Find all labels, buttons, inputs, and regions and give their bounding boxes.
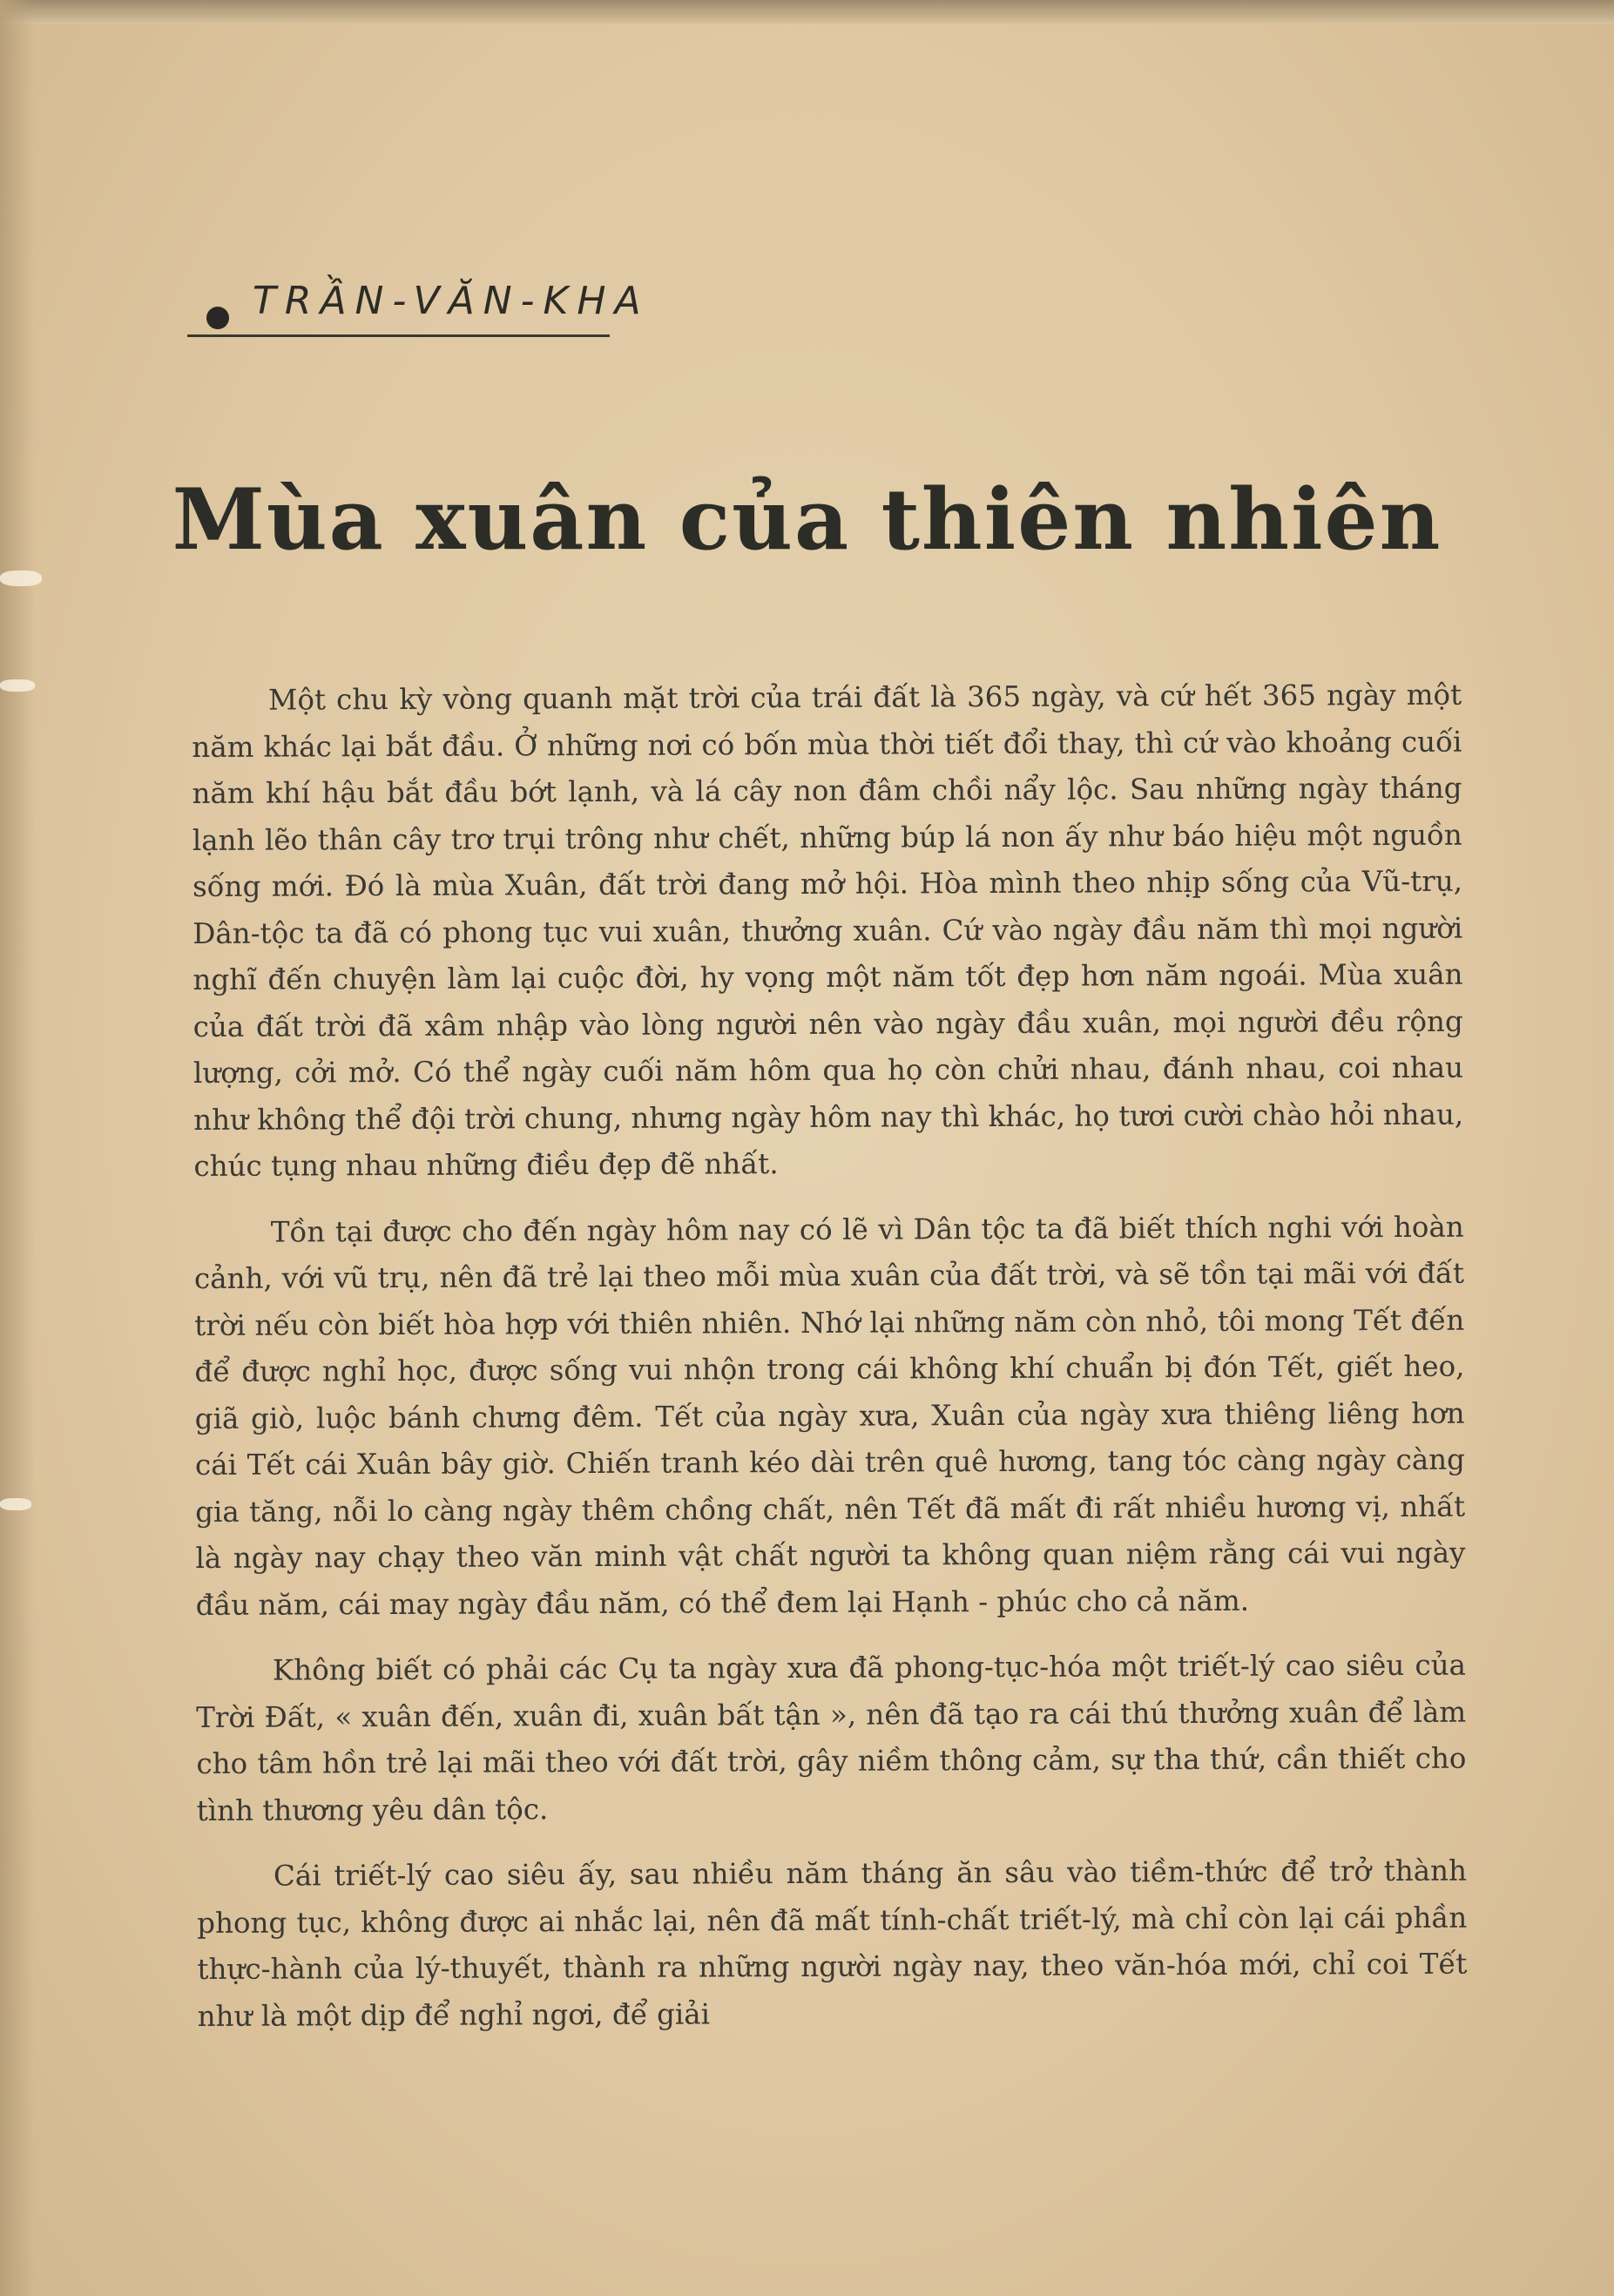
paper-tear-mark [0, 679, 35, 692]
article-title: Mùa xuân của thiên nhiên [172, 470, 1442, 569]
paper-tear-mark [0, 571, 42, 586]
paper-tear-mark [0, 1498, 31, 1510]
byline-underline [187, 334, 610, 337]
bullet-dot [206, 307, 229, 329]
body-paragraph: Tồn tại được cho đến ngày hôm nay có lẽ vì Dân tộc ta đã biết thích nghi với hoàn cảnh, với vũ trụ, nên đã trẻ lại theo mỗi mùa xuân của đất trời, và sẽ tồn tại mãi với đất trời nếu còn biết hòa hợp với thiên nhiên. Nhớ lại những năm còn nhỏ, tôi mong Tết đến để được nghỉ học, được sống vui nhộn trong cái không khí chuẩn bị đón Tết, giết heo, giã giò, luộc bánh chưng đêm. Tết của ngày xưa, Xuân của ngày xưa thiêng liêng hơn cái Tết cái Xuân bây giờ. Chiến tranh kéo dài trên quê hương, tang tóc càng ngày càng gia tăng, nỗi lo càng ngày thêm chồng chất, nên Tết đã mất đi rất nhiều hương vị, nhất là ngày nay chạy theo văn minh vật chất người ta không quan niệm rằng cái vui ngày đầu năm, cái may ngày đầu năm, có thể đem lại Hạnh - phúc cho cả năm. [193, 1210, 1466, 1622]
page-left-edge [0, 0, 35, 2296]
page-top-edge [0, 0, 1614, 24]
body-paragraph: Cái triết-lý cao siêu ấy, sau nhiều năm tháng ăn sâu vào tiềm-thức để trở thành phong tục, không được ai nhắc lại, nên đã mất tính-chất triết-lý, mà chỉ còn lại cái phần thực-hành của lý-thuyết, thành ra những người ngày nay, theo văn-hóa mới, chỉ coi Tết như là một dịp để nghỉ ngơi, để giải [197, 1854, 1468, 2033]
body-paragraph: Không biết có phải các Cụ ta ngày xưa đã phong-tục-hóa một triết-lý cao siêu của Trời Đất, « xuân đến, xuân đi, xuân bất tận », nên đã tạo ra cái thú thưởng xuân để làm cho tâm hồn trẻ lại mãi theo với đất trời, gây niềm thông cảm, sự tha thứ, cần thiết cho tình thương yêu dân tộc. [196, 1648, 1467, 1827]
body-paragraph: Một chu kỳ vòng quanh mặt trời của trái đất là 365 ngày, và cứ hết 365 ngày một năm khác lại bắt đầu. Ở những nơi có bốn mùa thời tiết đổi thay, thì cứ vào khoảng cuối năm khí hậu bắt đầu bớt lạnh, và lá cây non đâm chồi nẩy lộc. Sau những ngày tháng lạnh lẽo thân cây trơ trụi trông như chết, những búp lá non ấy như báo hiệu một nguồn sống mới. Đó là mùa Xuân, đất trời đang mở hội. Hòa mình theo nhịp sống của Vũ-trụ, Dân-tộc ta đã có phong tục vui xuân, thưởng xuân. Cứ vào ngày đầu năm thì mọi người nghĩ đến chuyện làm lại cuộc đời, hy vọng một năm tốt đẹp hơn năm ngoái. Mùa xuân của đất trời đã xâm nhập vào lòng người nên vào ngày đầu xuân, mọi người đều rộng lượng, cởi mở. Có thể ngày cuối năm hôm qua họ còn chửi nhau, đánh nhau, coi nhau như không thể đội trời chung, nhưng ngày hôm nay thì khác, họ tươi cười chào hỏi nhau, chúc tụng nhau những điều đẹp đẽ nhất. [192, 678, 1464, 1183]
article-body [192, 672, 1468, 2059]
author-name: TRẦN-VĂN-KHA [253, 279, 650, 323]
author-byline [187, 272, 650, 341]
